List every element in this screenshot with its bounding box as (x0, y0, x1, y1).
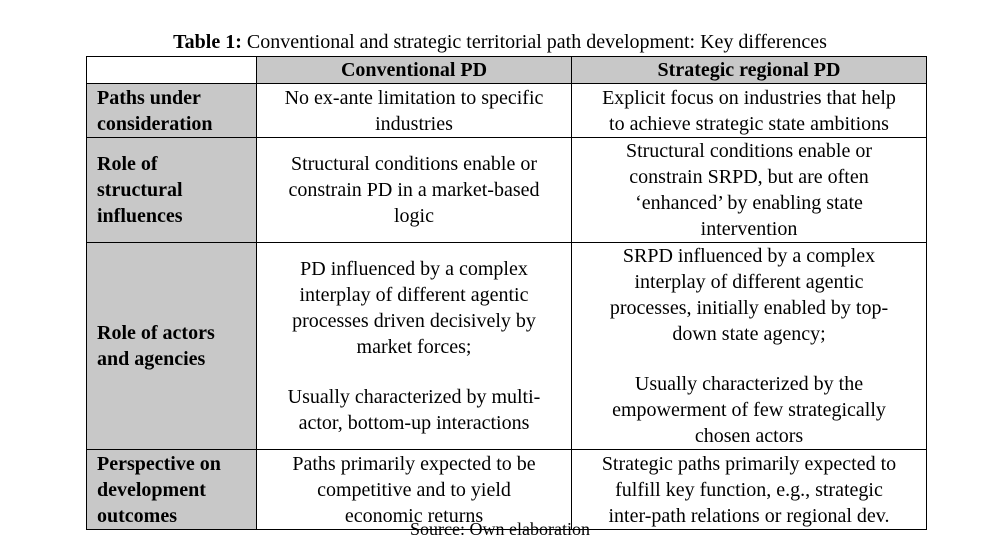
cell-text: Explicit focus on industries that help to achieve strategic state ambitions (602, 86, 896, 135)
cell-text: Structural conditions enable or constrain PD in a market-based logic (288, 153, 540, 227)
comparison-table (86, 56, 927, 530)
cell-conventional-structural (257, 138, 572, 243)
cell-text: PD influenced by a complex interplay of different agentic processes driven decisively by market forces; (292, 258, 536, 358)
header-corner (87, 57, 257, 84)
cell-text: Usually characterized by the empowerment of few strategically chosen actors (612, 373, 886, 447)
cell-text: Strategic paths primarily expected to fulfill key function, e.g., strategic inter-path relations or regional dev. (601, 452, 897, 527)
row-label-paths (87, 84, 257, 138)
row-label-actors (87, 243, 257, 450)
cell-strategic-structural (572, 138, 927, 243)
header-conventional-pd: Conventional PD (257, 57, 572, 84)
cell-strategic-actors (572, 243, 927, 450)
cell-conventional-actors (257, 243, 572, 450)
row-label-text: Perspective on development outcomes (97, 452, 221, 527)
header-row (87, 57, 927, 84)
row-label-text: Role of structural influences (97, 153, 183, 227)
row-label-text: Role of actors and agencies (97, 322, 215, 370)
cell-text: Usually characterized by multi- actor, bottom-up interactions (287, 386, 541, 434)
cell-text: Structural conditions enable or constrain SRPD, but are often ‘enhanced’ by enabling state intervention (625, 140, 873, 240)
caption-prefix: Table 1: (173, 31, 242, 53)
cell-text: No ex-ante limitation to specific industries (284, 86, 544, 135)
table-row (87, 84, 927, 138)
header-strategic-regional-pd: Strategic regional PD (572, 57, 927, 84)
table-source-note: Source: Own elaboration (410, 519, 590, 539)
cell-conventional-paths (257, 84, 572, 138)
cell-text: Paths primarily expected to be competitive and to yield economic returns (292, 452, 536, 527)
table-row (87, 138, 927, 243)
table-row (87, 243, 927, 450)
row-label-text: Paths under consideration (97, 86, 213, 135)
cell-text: SRPD influenced by a complex interplay of different agentic processes, initially enabled by top- down state agency; (609, 245, 889, 345)
caption-text: Conventional and strategic territorial path development: Key differences (241, 31, 827, 53)
table-caption (0, 30, 1000, 54)
cell-strategic-paths (572, 84, 927, 138)
row-label-structural (87, 138, 257, 243)
